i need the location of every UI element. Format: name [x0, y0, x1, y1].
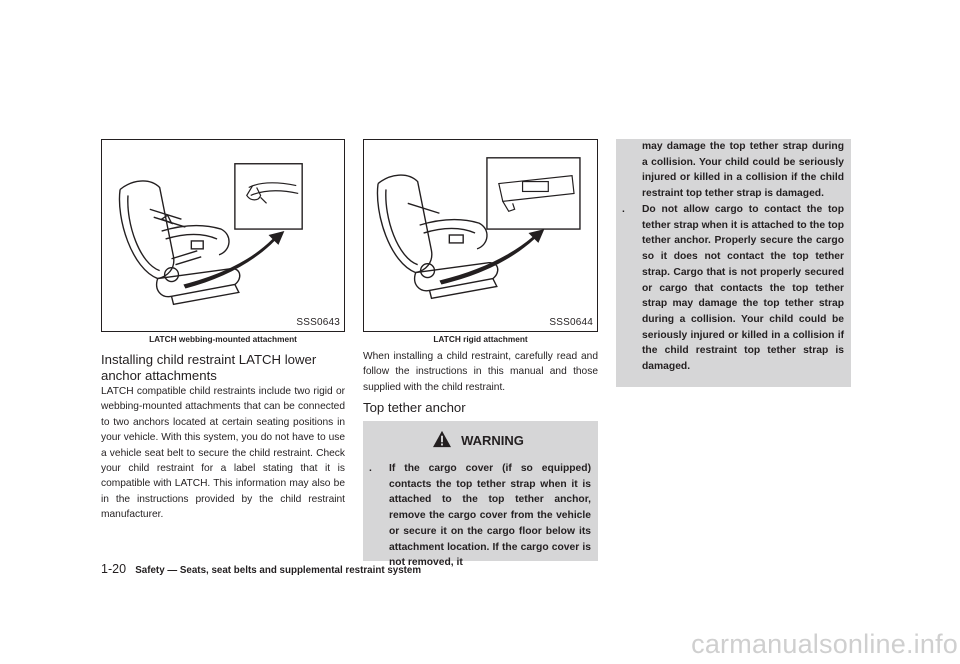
figure-caption: LATCH rigid attachment — [433, 334, 528, 344]
section-body-latch: LATCH compatible child restraints include two rigid or webbing-mounted attachments that can be connected to two anchors located at certain seating positions in your vehicle. With this system, you do not have to use a vehicle seat belt to secure the child restraint. Check your child restraint for a label stating that it is compatible with LATCH. This information may also be in the instructions provided by the child restraint manufacturer. — [101, 386, 345, 521]
watermark: carmanualsonline.info — [691, 629, 958, 659]
figure-code: SSS0643 — [296, 317, 340, 328]
figure-latch-rigid — [363, 139, 598, 332]
warning-list — [616, 202, 844, 375]
warning-box-continued — [616, 139, 851, 387]
seat-rigid-illustration — [364, 140, 597, 331]
warning-title: WARNING — [461, 433, 524, 448]
page-footer — [101, 562, 421, 576]
warning-item: . If the cargo cover (if so equipped) contacts the top tether strap when it is attached to the top tether anchor, remove the cargo cover from the vehicle or secure it on the cargo floor below its attachment location. If the cargo cover is not removed, it — [363, 461, 591, 571]
seat-webbing-illustration — [102, 140, 344, 331]
figure-caption: LATCH webbing-mounted attachment — [149, 334, 297, 344]
callout-arrow — [439, 229, 544, 284]
page-number: 1-20 — [101, 562, 127, 576]
section-heading-tether: Top tether anchor — [363, 400, 466, 415]
warning-item-continued: may damage the top tether strap during a collision. Your child could be seriously injured or killed in a collision if the child restraint top tether strap is damaged. — [642, 141, 844, 200]
intro-paragraph: When installing a child restraint, carefully read and follow the instructions in this manual and those supplied with the child restraint. — [363, 351, 598, 393]
figure-latch-webbing — [101, 139, 345, 332]
callout-arrow — [183, 231, 284, 288]
section-heading-latch: Installing child restraint LATCH lower anchor attachments — [101, 352, 317, 383]
warning-item: . Do not allow cargo to contact the top tether strap when it is attached to the top tether anchor. Properly secure the cargo so it does not contact the top tether strap. Cargo that is not properly secured or cargo that contacts the top tether strap may damage the top tether strap during a collision. Your child could be seriously injured or killed in a collision if the child restraint top tether strap is damaged. — [616, 202, 844, 375]
warning-box — [363, 421, 598, 569]
figure-code: SSS0644 — [549, 317, 593, 328]
footer-section-title: Safety — Seats, seat belts and supplemental restraint system — [135, 565, 422, 576]
warning-list — [363, 461, 591, 571]
inset-detail-box — [235, 164, 302, 229]
